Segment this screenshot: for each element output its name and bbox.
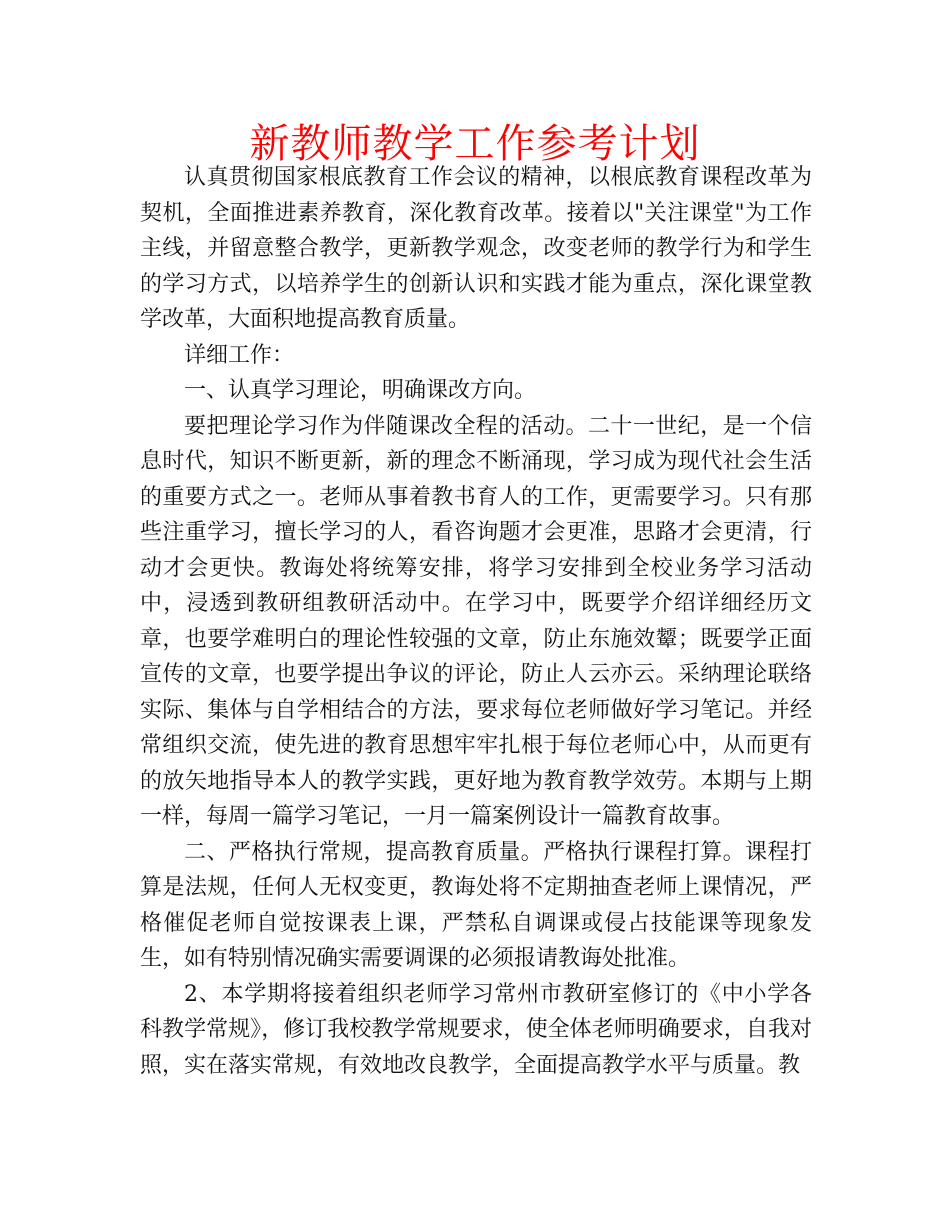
- document-title: 新教师教学工作参考计划: [249, 121, 701, 167]
- paragraph-section-one-heading: 一、认真学习理论，明确课改方向。: [184, 378, 537, 403]
- paragraph-details-heading: 详细工作：: [184, 342, 295, 368]
- paragraph-item-two: 2、本学期将接着组织老师学习常州市教研室修订的《中小学各科教学常规》，修订我校教学常规要求，使全体老师明确要求，自我对照，实在落实常规，有效地改良教学，全面提高教学水平与质量。教: [140, 981, 812, 1078]
- paragraph-section-one-body: 要把理论学习作为伴随课改全程的活动。二十一世纪，是一个信息时代，知识不断更新，新的理念不断涌现，学习成为现代社会生活的重要方式之一。老师从事着教书育人的工作，更需要学习。只有那些注重学习，擅长学习的人，看咨询题才会更准，思路才会更清，行动才会更快。教诲处将统筹安排，将学习安排到全校业务学习活动中，浸透到教研组教研活动中。在学习中，既要学介绍详细经历文章，也要学难明白的理论性较强的文章，防止东施效颦；既要学正面宣传的文章，也要学提出争议的评论，防止人云亦云。采纳理论联络实际、集体与自学相结合的方法，要求每位老师做好学习笔记。并经常组织交流，使先进的教育思想牢牢扎根于每位老师心中，从而更有的放矢地指导本人的教学实践，更好地为教育教学效劳。本期与上期一样，每周一篇学习笔记，一月一篇案例设计一篇教育故事。: [140, 413, 812, 829]
- paragraph-section-two: 二、严格执行常规，提高教育质量。严格执行课程打算。课程打算是法规，任何人无权变更，教诲处将不定期抽查老师上课情况，严格催促老师自觉按课表上课，严禁私自调课或侵占技能课等现象发生，如有特别情况确实需要调课的必须报请教诲处批准。: [140, 839, 812, 971]
- paragraph-intro: 认真贯彻国家根底教育工作会议的精神，以根底教育课程改革为契机，全面推进素养教育，深化教育改革。接着以"关注课堂"为工作主线，并留意整合教学，更新教学观念，改变老师的教学行为和学生的学习方式，以培养学生的创新认识和实践才能为重点，深化课堂教学改革，大面积地提高教育质量。: [140, 165, 812, 332]
- document-body: [140, 160, 812, 1083]
